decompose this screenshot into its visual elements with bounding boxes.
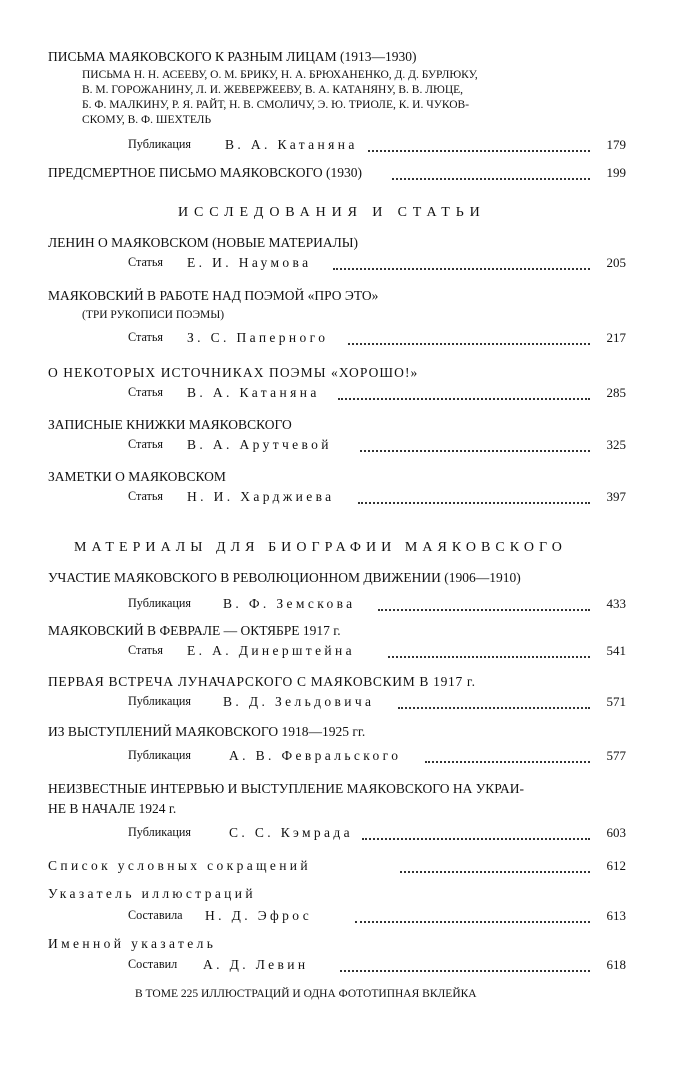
entry-title: Список условных сокращений [48,858,312,873]
page-number: 285 [606,385,626,400]
entry-author: Н. Д. Эфрос [205,908,313,923]
page-number: 205 [606,255,626,270]
entry-author: З. С. Паперного [187,330,329,345]
entry-title: МАЯКОВСКИЙ В ФЕВРАЛЕ — ОКТЯБРЕ 1917 г. [48,623,341,638]
page-number: 325 [606,437,626,452]
entry-role: Публикация [128,825,192,839]
addressee-line: ПИСЬМА Н. Н. АСЕЕВУ, О. М. БРИКУ, Н. А. БРЮХАНЕНКО, Д. Д. БУРЛЮКУ, [82,69,478,81]
dot-leader [388,656,590,658]
entry-role: Публикация [128,694,192,708]
entry-title-continued: НЕ В НАЧАЛЕ 1924 г. [48,801,177,816]
entry-author: С. С. Кэмрада [229,825,354,840]
entry-title: Именной указатель [48,936,217,951]
dot-leader [340,970,590,972]
dot-leader [362,838,590,840]
entry-author: В. Ф. Земскова [223,596,356,611]
entry-author: А. В. Февральского [229,748,402,763]
dot-leader [368,150,590,152]
page-number: 433 [606,596,626,611]
entry-title: О НЕКОТОРЫХ ИСТОЧНИКАХ ПОЭМЫ «ХОРОШО!» [48,365,419,380]
entry-title: ПРЕДСМЕРТНОЕ ПИСЬМО МАЯКОВСКОГО (1930) [48,165,363,180]
entry-title: НЕИЗВЕСТНЫЕ ИНТЕРВЬЮ И ВЫСТУПЛЕНИЕ МАЯКОВСКОГО НА УКРАИ- [48,781,525,796]
entry-title: ЗАМЕТКИ О МАЯКОВСКОМ [48,469,226,484]
page-number: 618 [606,957,626,972]
entry-title: ЗАПИСНЫЕ КНИЖКИ МАЯКОВСКОГО [48,417,292,432]
entry-author: А. Д. Левин [203,957,309,972]
page-number: 613 [606,908,626,923]
dot-leader [358,502,590,504]
section-heading: МАТЕРИАЛЫ ДЛЯ БИОГРАФИИ МАЯКОВСКОГО [74,540,567,555]
dot-leader [348,343,590,345]
dot-leader [333,268,590,270]
entry-author: В. А. Катаняна [225,137,358,152]
entry-title: ПЕРВАЯ ВСТРЕЧА ЛУНАЧАРСКОГО С МАЯКОВСКИМ В 1917 г. [48,674,476,689]
entry-subtitle: (ТРИ РУКОПИСИ ПОЭМЫ) [82,309,225,321]
entry-title: МАЯКОВСКИЙ В РАБОТЕ НАД ПОЭМОЙ «ПРО ЭТО» [48,288,379,303]
entry-role: Статья [128,330,164,344]
entry-role: Статья [128,643,164,657]
entry-author: В. А. Катаняна [187,385,320,400]
section-heading: ИССЛЕДОВАНИЯ И СТАТЬИ [178,205,486,220]
entry-role: Составила [128,908,183,922]
entry-title: УЧАСТИЕ МАЯКОВСКОГО В РЕВОЛЮЦИОННОМ ДВИЖЕНИИ (1906—1910) [48,570,521,585]
entry-author: В. А. Арутчевой [187,437,332,452]
dot-leader [355,921,590,923]
page-number: 217 [606,330,626,345]
addressee-line: В. М. ГОРОЖАНИНУ, Л. И. ЖЕВЕРЖЕЕВУ, В. А. КАТАНЯНУ, В. В. ЛЮЦЕ, [82,84,464,96]
dot-leader [392,178,590,180]
entry-author: Н. И. Харджиева [187,489,335,504]
dot-leader [360,450,590,452]
entry-role: Составил [128,957,178,971]
page-number: 603 [606,825,626,840]
addressee-line: Б. Ф. МАЛКИНУ, Р. Я. РАЙТ, Н. В. СМОЛИЧУ, Э. Ю. ТРИОЛЕ, К. И. ЧУКОВ- [82,99,470,111]
entry-title: ПИСЬМА МАЯКОВСКОГО К РАЗНЫМ ЛИЦАМ (1913—1930) [48,49,417,64]
entry-role: Публикация [128,748,192,762]
page-number: 397 [606,489,626,504]
entry-role: Статья [128,385,164,399]
page-number: 179 [606,137,626,152]
entry-role: Публикация [128,596,192,610]
dot-leader [378,609,590,611]
page-number: 612 [606,858,626,873]
entry-author: Е. И. Наумова [187,255,312,270]
page-number: 541 [606,643,626,658]
footer-note: В ТОМЕ 225 ИЛЛЮСТРАЦИЙ И ОДНА ФОТОТИПНАЯ ВКЛЕЙКА [135,988,477,1000]
page-number: 577 [606,748,626,763]
page-number: 571 [606,694,626,709]
dot-leader [425,761,590,763]
entry-role: Статья [128,489,164,503]
entry-title: ИЗ ВЫСТУПЛЕНИЙ МАЯКОВСКОГО 1918—1925 гг. [48,724,366,739]
entry-role: Статья [128,255,164,269]
entry-role: Статья [128,437,164,451]
entry-title: ЛЕНИН О МАЯКОВСКОМ (НОВЫЕ МАТЕРИАЛЫ) [48,235,359,250]
dot-leader [400,871,590,873]
addressee-line: СКОМУ, В. Ф. ШЕХТЕЛЬ [82,114,212,126]
page-number: 199 [606,165,626,180]
dot-leader [338,398,590,400]
entry-author: В. Д. Зельдовича [223,694,375,709]
dot-leader [398,707,590,709]
entry-role: Публикация [128,137,192,151]
entry-title: Указатель иллюстраций [48,886,256,901]
entry-author: Е. А. Динерштейна [187,643,355,658]
